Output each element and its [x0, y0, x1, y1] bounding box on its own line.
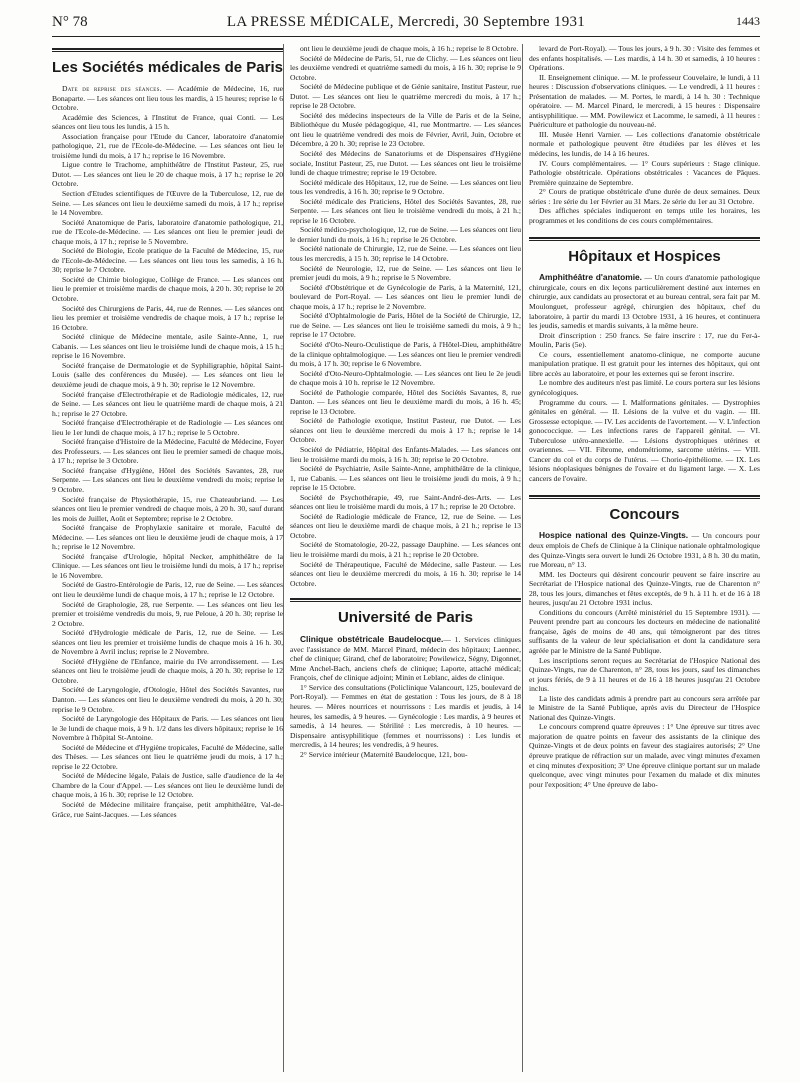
paragraph: Société de Gastro-Entérologie de Paris, 12, rue de Seine. — Les séances ont lieu le deuxième lundi de chaque mois, à 17 h.; reprise le 12 Octobre.: [52, 580, 283, 599]
paragraph: Société d'Hydrologie médicale de Paris, 12, rue de Seine. — Les séances ont lieu les premier et troisième lundis de chaque mois à 16 h. 30, de Novembre à Avril inclus; reprise le 2 Novembre.: [52, 628, 283, 657]
page-number: 1443: [736, 14, 760, 28]
section-heading: Les Sociétés médicales de Paris: [52, 59, 283, 76]
paragraph: Société de Psychiatrie, Asile Sainte-Anne, amphithéâtre de la clinique, 1, rue Cabanis. — Les séances ont lieu le troisième jeudi du mois, à 9 h.; reprise le 15 Octobre.: [290, 464, 521, 493]
concours-list: [529, 570, 760, 790]
paragraph: levard de Port-Royal). — Tous les jours, à 9 h. 30 : Visite des femmes et des enfants hospitalisés. — Les mardis, à 14 h. 30 et samedis, à 10 heures : Opérations.: [529, 44, 760, 73]
concours-paragraph: — Un concours pour deux emplois de Chefs de Clinique à la Clinique nationale ophtalmologique des Quinze-Vingts sera ouvert le lundi 26 Octobre 1931, à 8 h. 30 du matin, rue Moreau, n° 13.: [529, 531, 760, 570]
paragraph: MM. les Docteurs qui désirent concourir peuvent se faire inscrire au Secrétariat de l'Hospice national des Quinze-Vingts, rue de Charenton n° 28, tous les jours, dimanches et fêtes exceptés, de 9 h. à 11 h. et de 16 à 18 heures, jusqu'au 21 Octobre 1931 inclus.: [529, 569, 760, 608]
paragraph: Société de Thérapeutique, Faculté de Médecine, salle Pasteur. — Les séances ont lieu le deuxième mercredi du mois, à 16 h. 30; reprise le 14 Octobre.: [290, 559, 521, 588]
paragraph: Société de Médecine publique et de Génie sanitaire, Institut Pasteur, rue Dutot. — Les séances ont lieu le quatrième mercredi du mois, à 17 h.; reprise le 28 Octobre.: [290, 82, 521, 111]
amphitheatre-list: [529, 331, 760, 484]
paragraph: Société de Laryngologie, d'Otologie, Hôtel des Sociétés Savantes, rue Danton. — Les séances ont lieu le deuxième vendredi du mois, à 20 h. 30; reprise le 9 Octobre.: [52, 685, 283, 714]
issue-number: N° 78: [52, 14, 88, 30]
clinic-continued: [529, 44, 760, 225]
paragraph: Le nombre des auditeurs n'est pas limité. Le cours portera sur les lésions gynécologiques.: [529, 378, 760, 397]
clinic-paragraph: 2° Service intérieur (Maternité Baudelocque, 121, bou-: [300, 749, 468, 759]
paragraph: Société de Psychothérapie, 49, rue Saint-André-des-Arts. — Les séances ont lieu le troisième mardi du mois, à 17 h.; reprise le 20 Octobre.: [290, 492, 521, 512]
section-heading: Université de Paris: [337, 609, 474, 627]
paragraph: Société de Neurologie, 12, rue de Seine. — Les séances ont lieu le premier jeudi du mois, à 9 h.; reprise le 5 Novembre.: [290, 263, 521, 283]
societies-list-continued: [290, 44, 521, 588]
paragraph: Société française d'Urologie, hôpital Necker, amphithéâtre de la Clinique. — Les séances ont lieu le troisième lundi du mois, à 17 h.; reprise le 16 Novembre.: [52, 551, 283, 580]
paragraph: Conditions du concours (Arrêté ministériel du 15 Septembre 1931). — Peuvent prendre part au concours les docteurs en médecine de nationalité française, âgés de moins de 40 ans, qui témoigneront par des titres suffisants de la valeur de leur spécialisation et dont la candidature sera agréée par le Ministre de la Santé Publique.: [529, 607, 760, 655]
paragraph: Société d'Ophtalmologie de Paris, Hôtel de la Société de Chirurgie, 12, rue de Seine. — Les séances ont lieu le troisième samedi du mois, à 9 h.; reprise le 17 Octobre.: [290, 311, 521, 340]
paragraph: IV. Cours complémentaires. — 1° Cours supérieurs : Stage clinique. Pathologie obstétricale. Opérations obstétricales : Vacances de Pâques. Première quinzaine de Septembre.: [529, 158, 760, 187]
intro-text: — Académie de Médecine, 16, rue Bonaparte. — Les séances ont lieu tous les mardis, à 15 heures; reprise le 6 Octobre.: [52, 84, 283, 113]
section-rule: [529, 495, 760, 497]
amphitheatre-paragraph: — Un cours d'anatomie pathologique chirurgicale, cours en dix leçons particulièrement destiné aux internes en chirurgie, aux candidats au prosectorat et au bureau central, sera fait par M. Moulonguet, professeur agrégé, chirurgien des hôpitaux, chef du laboratoire, à partir du mardi 13 Octobre 1931, à 16 heures, et continuera les jeudis, samedis et mardis suivants, à la même heure.: [529, 273, 760, 331]
paragraph: Société clinique de Médecine mentale, asile Sainte-Anne, 1, rue Cabanis. — Les séances ont lieu le troisième lundi de chaque mois, à 15 h.; reprise le 16 Novembre.: [52, 332, 283, 361]
journal-title: LA PRESSE MÉDICALE, Mercredi, 30 Septembre 1931: [226, 14, 586, 30]
concours-heading: Hospice national des Quinze-Vingts.: [539, 530, 689, 541]
paragraph: Société française de Prophylaxie sanitaire et morale, Faculté de Médecine. — Les séances ont lieu le deuxième jeudi de chaque mois, à 17 h.; reprise le 12 Novembre.: [52, 523, 283, 552]
paragraph: Section d'Etudes scientifiques de l'Œuvre de la Tuberculose, 12, rue de Seine. — Les séances ont lieu le deuxième samedi du mois, à 17 h.; reprise le 14 Novembre.: [52, 189, 283, 218]
paragraph: Société de Pathologie comparée, Hôtel des Sociétés Savantes, 8, rue Danton. — Les séances ont lieu le deuxième mardi du mois, à 16 h. 45; reprise le 13 Octobre.: [290, 387, 521, 416]
section-rule: [290, 598, 521, 600]
column-separator: [283, 44, 284, 1072]
paragraph: Association française pour l'Etude du Cancer, laboratoire d'anatomie pathologique, 21, rue de l'Ecole-de-Médecine. — Les séances ont lieu le troisième lundi du mois, à 17 h.; reprise le 16 Novembre.: [52, 131, 283, 160]
section-rule: [529, 237, 760, 239]
paragraph: Société de Médecine de Paris, 51, rue de Clichy. — Les séances ont lieu les deuxième vendredi et quatrième samedi du mois, à 16 h. 30; reprise le 9 Octobre.: [290, 53, 521, 82]
clinic-paragraph: — 1. Services cliniques avec l'assistance de MM. Marcel Pinard, médecin des hôpitaux; Laennec, chef de clinique; Girand, chef de laboratoire; Powilewicz, Ségny, Digonnet, Mme Anchel-Bach, anciens chefs de clinique; Laporte, attaché médical; François, chef de clinique adjoint; Minin et Leblanc, aides de clinique.: [290, 635, 521, 683]
paragraph: Société de Médecine et d'Hygiène tropicales, Faculté de Médecine, salle des Thèses. — Les séances ont lieu le quatrième jeudi du mois, à 17 h.; reprise le 22 Octobre.: [52, 742, 283, 771]
paragraph: Société des Chirurgiens de Paris, 44, rue de Rennes. — Les séances ont lieu les premier et troisième vendredis de chaque mois, à 17 h.; reprise le 16 Octobre.: [52, 303, 283, 332]
section-rule: [52, 48, 283, 50]
paragraph: Académie des Sciences, à l'Institut de France, quai Conti. — Les séances ont lieu tous les lundis, à 15 h.: [52, 112, 283, 132]
intro-paragraph: [52, 84, 283, 113]
paragraph: ont lieu le deuxième jeudi de chaque mois, à 16 h.; reprise le 8 Octobre.: [300, 44, 519, 53]
paragraph: Société médicale des Hôpitaux, 12, rue de Seine. — Les séances ont lieu tous les vendredis, à 16 h. 30; reprise le 9 Octobre.: [290, 177, 521, 197]
header-rule: [52, 36, 760, 37]
paragraph: Société d'Oto-Neuro-Oculistique de Paris, à l'Hôtel-Dieu, amphithéâtre de la clinique ophtalmologique. — Les séances ont lieu le premier vendredi du mois, à 17 h. 30; reprise le 6 Novembre.: [290, 339, 521, 369]
paragraph: La liste des candidats admis à prendre part au concours sera arrêtée par le Ministre de la Santé Publique, après avis du Directeur de l'Hospice National des Quinze-Vingts.: [529, 693, 760, 722]
paragraph: Société des Médecins de Sanatoriums et de Dispensaires d'Hygiène sociale, Institut Pasteur, 25, rue Dutot. — Les séances ont lieu le troisième lundi de chaque trimestre; reprise le 19 Octobre.: [290, 149, 521, 178]
paragraph: Société française d'Histoire de la Médecine, Faculté de Médecine, Foyer des Professeurs. — Les séances ont lieu le premier samedi de chaque mois, à 17 h.; reprise le 3 Octobre.: [52, 437, 283, 466]
paragraph: Société française d'Electrothérapie et de Radiologie médicales, 12, rue de Seine. — Les séances ont lieu le quatrième mardi de chaque mois, à 21 h.; reprise le 27 Octobre.: [52, 389, 283, 418]
paragraph: Société de Pathologie exotique, Institut Pasteur, rue Dutot. — Les séances ont lieu le deuxième mercredi du mois à 17 h.; reprise le 14 Octobre.: [290, 416, 521, 445]
paragraph: Société française d'Electrothérapie et de Radiologie — Les séances ont lieu le 1er lundi de chaque mois, à 17 h.; reprise le 5 Octobre.: [52, 418, 283, 437]
paragraph: Société de Radiologie médicale de France, 12, rue de Seine. — Les séances ont lieu le deuxième mardi de chaque mois, à 21 h.; reprise le 13 Octobre.: [290, 511, 521, 540]
paragraph: Société de Médecine légale, Palais de Justice, salle d'audience de la 4e Chambre de la Cour d'Appel. — Les séances ont lieu le deuxième lundi de chaque mois, à 16 h. 30; reprise le 12 Octobre.: [52, 771, 283, 800]
intro-label: Date de reprise des séances.: [62, 84, 162, 93]
paragraph: Des affiches spéciales indiqueront en temps utile les horaires, les programmes et les conditions de ces cours complémentaires.: [529, 206, 760, 225]
paragraph: Société de Laryngologie des Hôpitaux de Paris. — Les séances ont lieu le 3e lundi de chaque mois, à 9 h. 1/2 dans les divers hôpitaux; reprise le 16 Novembre à l'hôpital St-Antoine.: [52, 714, 283, 743]
clinic-heading: Clinique obstétricale Baudelocque.: [300, 634, 444, 645]
paragraph: Société d'Oto-Neuro-Ophtalmologie. — Les séances ont lieu le 2e jeudi de chaque mois à 10 h. reprise le 12 Novembre.: [290, 368, 521, 388]
paragraph: Société de Chimie biologique, Collège de France. — Les séances ont lieu le premier et troisième mardis de chaque mois, à 20 h. 30; reprise le 20 Octobre.: [52, 274, 283, 304]
paragraph: 2° Cours de pratique obstétricale d'une durée de deux semaines. Deux séries : 1re série du 1er Février au 31 Mars. 2e série du 1er au 31 Octobre.: [529, 187, 760, 206]
paragraph: Société d'Hygiène de l'Enfance, mairie du IVe arrondissement. — Les séances ont lieu le troisième jeudi de chaque mois, à 20 h. 30; reprise le 12 Octobre.: [52, 656, 283, 685]
paragraph: Société française d'Hygiène, Hôtel des Sociétés Savantes, 28, rue Serpente. — Les séances ont lieu le deuxième vendredi du mois; reprise le 9 Octobre.: [52, 465, 283, 494]
paragraph: Société de Médecine militaire française, petit amphithéâtre, Val-de-Grâce, rue Saint-Jacques. — Les séances: [52, 800, 283, 819]
column-2: [290, 44, 521, 1074]
paragraph: Ce cours, essentiellement anatomo-clinique, ne comporte aucune manipulation pratique. Il est gratuit pour les internes des hôpitaux, qui ont libre accès au laboratoire, et pour les externes qui se feront inscrire.: [529, 349, 760, 378]
paragraph: II. Enseignement clinique. — M. le professeur Couvelaire, le lundi, à 11 heures : Discussion d'observations cliniques. — Le vendredi, à 11 heures : Présentation de malades. — M. Portes, le mardi, à 14 h. 30 : Technique opératoire. — M. Marcel Pinard, le mercredi, à 15 heures : Dispensaire antisyphilitique. — MM. Powilewicz et Lacomme, le samedi, à 11 heures : Puériculture et pathologie du nouveau-né.: [529, 72, 760, 130]
paragraph: III. Musée Henri Varnier. — Les collections d'anatomie obstétricale normale et pathologique peuvent être étudiées par les élèves et les médecins, les lundis, de 14 à 16 heures.: [529, 129, 760, 159]
paragraph: Le concours comprend quatre épreuves : 1° Une épreuve sur titres avec majoration de quatre points en faveur des assistants de la clinique des Quinze-Vingts et de deux points en faveur des stagiaires autorisés; 2° Une épreuve pratique de réfraction sur un malade, avec vingt minutes d'examen et cinq minutes d'exposition; 3° Une épreuve clinique portant sur un malade quelconque, avec vingt minutes pour l'examen du malade et dix minutes pour l'exposition; 4° Une épreuve de labo-: [529, 722, 760, 789]
paragraph: Programme du cours. — I. Malformations génitales. — Dystrophies génitales en général. — II. Lésions de la vulve et du vagin. — III. Grossesse ectopique. — IV. Les accidents de l'avortement. — V. L'infection gonococcique. — Les infections rares de l'appareil génital. — VI. Tuberculose utéro-annexielle. — Lésions dystrophiques utérines et ovariennes. — VII. Fibrome, endométriome, sarcome utérins. — VIII. Cancer du col et du corps de l'utérus. — Chorio-épithéliome. — IX. Les lésions néoplasiques bénignes de l'ovaire et du ligament large. — X. Les cancers de l'ovaire.: [529, 397, 760, 483]
paragraph: Société de Biologie, Ecole pratique de la Faculté de Médecine, 15, rue de l'Ecole-de-Médecine. — Les séances ont lieu tous les samedis, à 16 h. 30; reprise le 7 Octobre.: [52, 246, 283, 275]
paragraph: Société de Graphologie, 28, rue Serpente. — Les séances ont lieu les premier et troisième vendredis du mois, 9, rue Peloue, à 20 h. 30; reprise le 2 Octobre.: [52, 599, 283, 628]
paragraph: Société française de Dermatologie et de Syphiligraphie, hôpital Saint-Louis (salle des conférences du Musée). — Les séances ont lieu le deuxième jeudi de chaque mois, à 9 h. 30; reprise le 12 Novembre.: [52, 360, 283, 389]
paragraph: Société de Stomatologie, 20-22, passage Dauphine. — Les séances ont lieu le troisième mardi du mois, à 21 h.; reprise le 20 Octobre.: [290, 540, 521, 559]
page-header: [52, 14, 760, 44]
column-3: [529, 44, 760, 1074]
column-separator: [522, 44, 523, 1072]
paragraph: Les inscriptions seront reçues au Secrétariat de l'Hospice National des Quinze-Vingts, rue de Charenton, n° 28, tous les jours, sauf les dimanches et jours fériés, de 9 à 11 heures et de 16 à 18 heures jusqu'au 21 Octobre inclus.: [529, 655, 760, 694]
paragraph: Ligue contre le Trachome, amphithéâtre de l'Institut Pasteur, 25, rue Dutot. — Les séances ont lieu le 20 de chaque mois, à 17 h.; reprise le 20 Octobre.: [52, 160, 283, 189]
section-heading: Hôpitaux et Hospices: [568, 248, 721, 266]
section-rule: [52, 51, 283, 52]
paragraph: Droit d'inscription : 250 francs. Se faire inscrire : 17, rue du Fer-à-Moulin, Paris (5e).: [529, 330, 760, 350]
paragraph: Société médicale des Praticiens, Hôtel des Sociétés Savantes, 28, rue Serpente. — Les séances ont lieu le troisième vendredi du mois, à 21 h.; reprise le 16 Octobre.: [290, 196, 521, 225]
paragraph: Société des médecins inspecteurs de la Ville de Paris et de la Seine, Bibliothèque du Musée pédagogique, 41, rue Montmartre. — Les séances ont lieu le quatrième vendredi des mois de Février, Avril, Juin, Octobre et Décembre, à 20 h. 30; reprise le 23 Octobre.: [290, 110, 521, 149]
section-rule: [529, 498, 760, 499]
amphitheatre-heading: Amphithéâtre d'anatomie.: [539, 272, 643, 283]
column-1: [52, 44, 283, 1074]
societies-list: [52, 113, 283, 819]
paragraph: Société française de Physiothérapie, 15, rue Chateaubriand. — Les séances ont lieu le premier vendredi de chaque mois, à 20 h. 30, sauf durant les mois de Juillet, Août et Septembre; reprise le 2 Octobre.: [52, 494, 283, 523]
paragraph: Société Anatomique de Paris, laboratoire d'anatomie pathologique, 21, rue de l'Ecole-de-Médecine. — Les séances ont lieu le premier jeudi de chaque mois, à 17 h.; reprise le 5 Novembre.: [52, 217, 283, 246]
paragraph: Société de Pédiatrie, Hôpital des Enfants-Malades. — Les séances ont lieu le troisième mardi du mois, à 16 h. 30; reprise le 20 Octobre.: [290, 444, 521, 464]
section-rule: [290, 601, 521, 602]
paragraph: Société nationale de Chirurgie, 12, rue de Seine. — Les séances ont lieu tous les mercredis, à 15 h. 30; reprise le 14 Octobre.: [290, 244, 521, 264]
section-rule: [529, 240, 760, 241]
paragraph: Société médico-psychologique, 12, rue de Seine. — Les séances ont lieu le dernier lundi du mois, à 16 h.; reprise le 26 Octobre.: [290, 225, 521, 244]
clinic-paragraph: 1° Service des consultations (Policlinique Valancourt, 125, boulevard de Port-Royal). — Femmes en état de gestation : Tous les jours, de 8 à 18 heures. — Mères nourrices et nourrissons : Les mardis et jeudis, à 14 heures, les samedis, à 9 heures. — Gynécologie : Les mardis, à 9 heures et samedis, à 14 heures. — Stérilité : Les mercredis, à 10 heures. — Dispensaire antisyphilitique (femmes et nourrissons) : Les lundis et mercredis, à 14 heures; les vendredis, à 9 heures.: [290, 682, 521, 750]
paragraph: Société d'Obstétrique et de Gynécologie de Paris, à la Maternité, 121, boulevard de Port-Royal. — Les séances ont lieu le premier lundi de chaque mois, à 17 h.; reprise le 2 Novembre.: [290, 282, 521, 311]
section-heading: Concours: [609, 506, 680, 524]
